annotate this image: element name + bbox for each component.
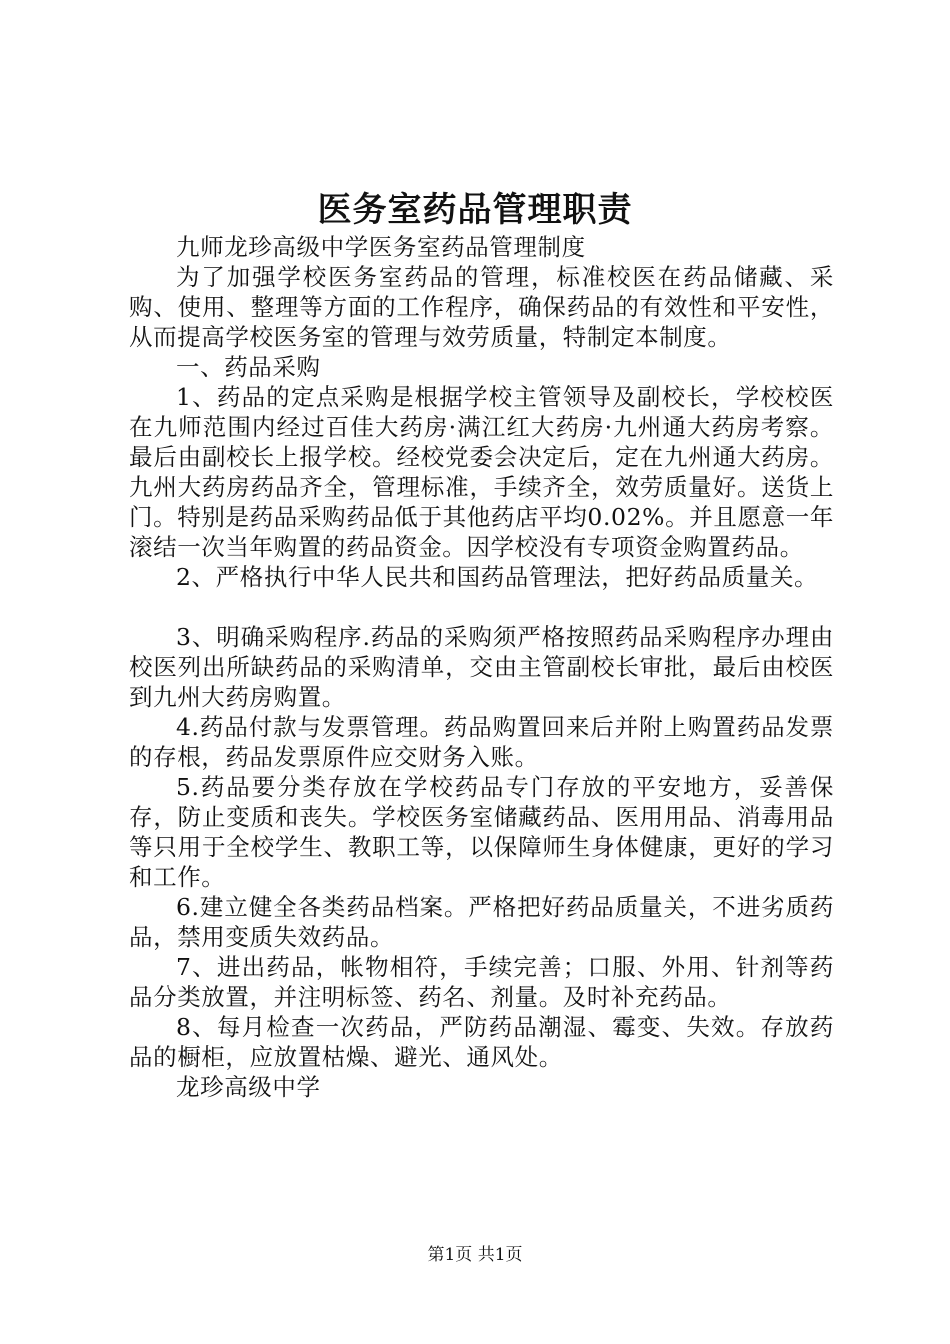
signature-line: 龙珍高级中学 bbox=[176, 1073, 321, 1101]
intro-paragraph: 为了加强学校医务室药品的管理，标准校医在药品储藏、采购、使用、整理等方面的工作程序，确保药品的有效性和平安性，从而提高学校医务室的管理与效劳质量，特制定本制度。 bbox=[129, 263, 834, 351]
clause-paragraph-4: 4.药品付款与发票管理。药品购置回来后并附上购置药品发票的存根，药品发票原件应交财务入账。 bbox=[129, 713, 834, 771]
clause-paragraph-5: 5.药品要分类存放在学校药品专门存放的平安地方，妥善保存，防止变质和丧失。学校医务室储藏药品、医用用品、消毒用品等只用于全校学生、教职工等，以保障师生身体健康，更好的学习和工作。 bbox=[129, 773, 834, 891]
clause-paragraph-3: 3、明确采购程序.药品的采购须严格按照药品采购程序办理由校医列出所缺药品的采购清单，交由主管副校长审批，最后由校医到九州大药房购置。 bbox=[129, 623, 834, 711]
document-title: 医务室药品管理职责 bbox=[317, 190, 633, 230]
clause-paragraph-7: 7、进出药品，帐物相符，手续完善；口服、外用、针剂等药品分类放置，并注明标签、药名、剂量。及时补充药品。 bbox=[129, 953, 834, 1011]
clause-paragraph-8: 8、每月检查一次药品，严防药品潮湿、霉变、失效。存放药品的橱柜，应放置枯燥、避光、通风处。 bbox=[129, 1013, 834, 1071]
clause-paragraph-6: 6.建立健全各类药品档案。严格把好药品质量关，不进劣质药品，禁用变质失效药品。 bbox=[129, 893, 834, 951]
subtitle-paragraph: 九师龙珍高级中学医务室药品管理制度 bbox=[176, 233, 586, 261]
document-body bbox=[129, 232, 834, 1102]
section-heading: 一、药品采购 bbox=[176, 353, 321, 381]
clause-paragraph-1: 1、药品的定点采购是根据学校主管领导及副校长，学校校医在九师范围内经过百佳大药房·满江红大药房·九州通大药房考察。最后由副校长上报学校。经校党委会决定后，定在九州通大药房。九州大药房药品齐全，管理标准，手续齐全，效劳质量好。送货上门。特别是药品采购药品低于其他药店平均0.02%。并且愿意一年滚结一次当年购置的药品资金。因学校没有专项资金购置药品。 bbox=[129, 383, 834, 561]
page-footer: 第1页 共1页 bbox=[427, 1245, 523, 1265]
clause-paragraph-2: 2、严格执行中华人民共和国药品管理法，把好药品质量关。 bbox=[176, 563, 819, 591]
